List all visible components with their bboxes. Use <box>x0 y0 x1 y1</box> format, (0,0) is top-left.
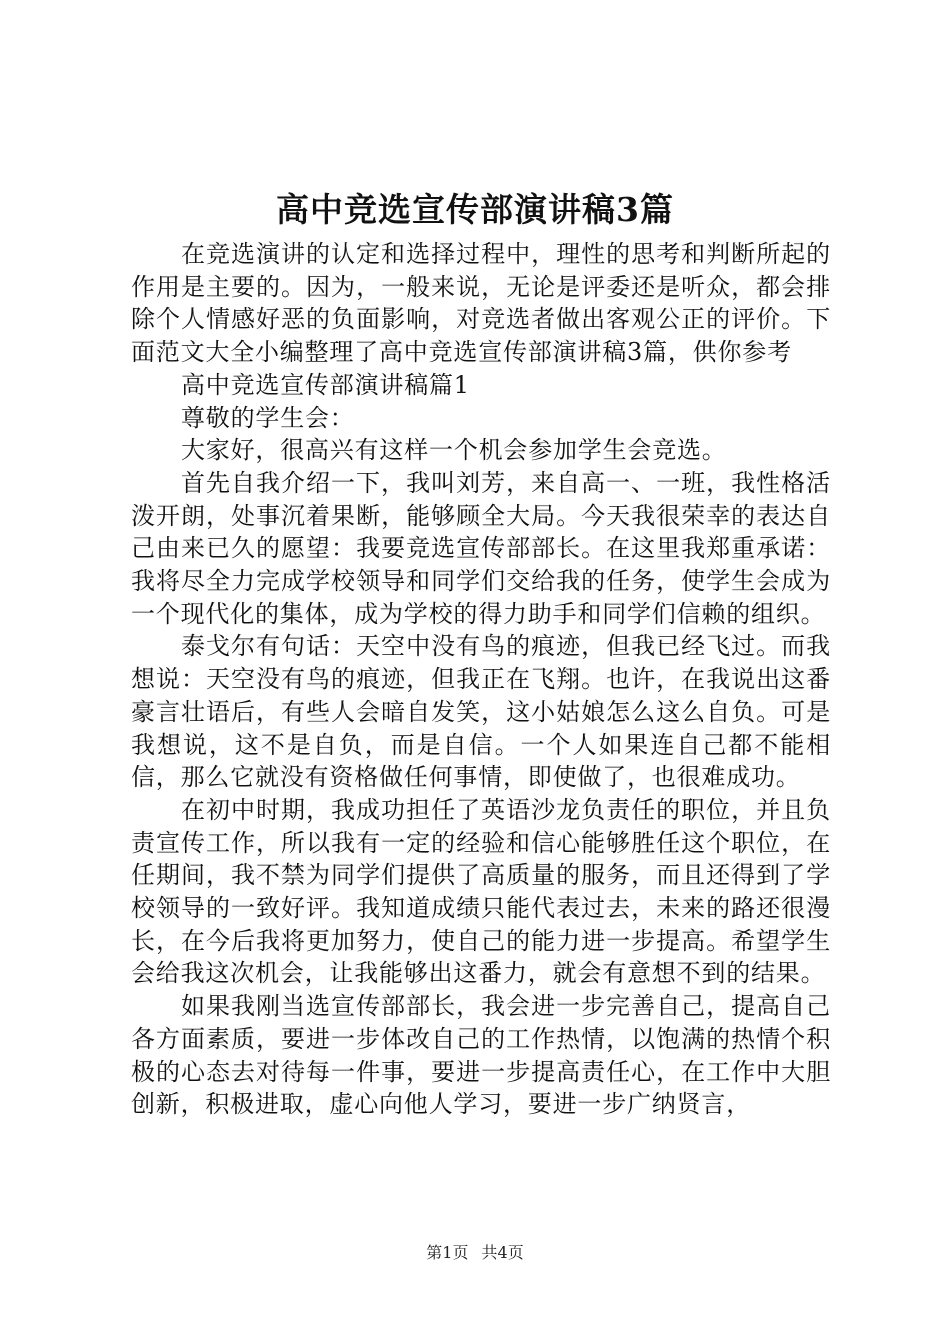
page-total: 共4页 <box>481 1243 524 1262</box>
paragraph-intro: 在竞选演讲的认定和选择过程中，理性的思考和判断所起的作用是主要的。因为，一般来说，无论是评委还是听众，都会排除个人情感好恶的负面影响，对竞选者做出客观公正的评价。下面范文大全小编整理了高中竞选宣传部演讲稿3篇，供你参考 <box>131 240 831 367</box>
paragraph-greeting: 大家好，很高兴有这样一个机会参加学生会竞选。 <box>181 436 727 465</box>
page-number: 第1页 <box>426 1243 469 1262</box>
paragraph-tagore: 泰戈尔有句话：天空中没有鸟的痕迹，但我已经飞过。而我想说：天空没有鸟的痕迹，但我正在飞翔。也许，在我说出这番豪言壮语后，有些人会暗自发笑，这小姑娘怎么这么自负。可是我想说，这不是自负，而是自信。一个人如果连自己都不能相信，那么它就没有资格做任何事情，即使做了，也很难成功。 <box>131 632 831 792</box>
page-footer <box>0 1242 950 1264</box>
paragraph-self-introduction: 首先自我介绍一下，我叫刘芳，来自高一、一班，我性格活泼开朗，处事沉着果断，能够顾全大局。今天我很荣幸的表达自己由来已久的愿望：我要竞选宣传部部长。在这里我郑重承诺：我将尽全力完成学校领导和同学们交给我的任务，使学生会成为一个现代化的集体，成为学校的得力助手和同学们信赖的组织。 <box>131 468 831 628</box>
paragraph-plan: 如果我刚当选宣传部部长，我会进一步完善自己，提高自己各方面素质，要进一步体改自己的工作热情，以饱满的热情个积极的心态去对待每一件事，要进一步提高责任心，在工作中大胆创新，积极进取，虚心向他人学习，要进一步广纳贤言， <box>131 992 831 1119</box>
document-title: 高中竞选宣传部演讲稿3篇 <box>276 190 674 229</box>
salutation: 尊敬的学生会： <box>181 403 355 432</box>
paragraph-experience: 在初中时期，我成功担任了英语沙龙负责任的职位，并且负责宣传工作，所以我有一定的经验和信心能够胜任这个职位，在任期间，我不禁为同学们提供了高质量的服务，而且还得到了学校领导的一致好评。我知道成绩只能代表过去，未来的路还很漫长，在今后我将更加努力，使自己的能力进一步提高。希望学生会给我这次机会，让我能够出这番力，就会有意想不到的结果。 <box>131 795 831 988</box>
document-body <box>131 238 831 1121</box>
section-heading: 高中竞选宣传部演讲稿篇1 <box>181 370 470 399</box>
